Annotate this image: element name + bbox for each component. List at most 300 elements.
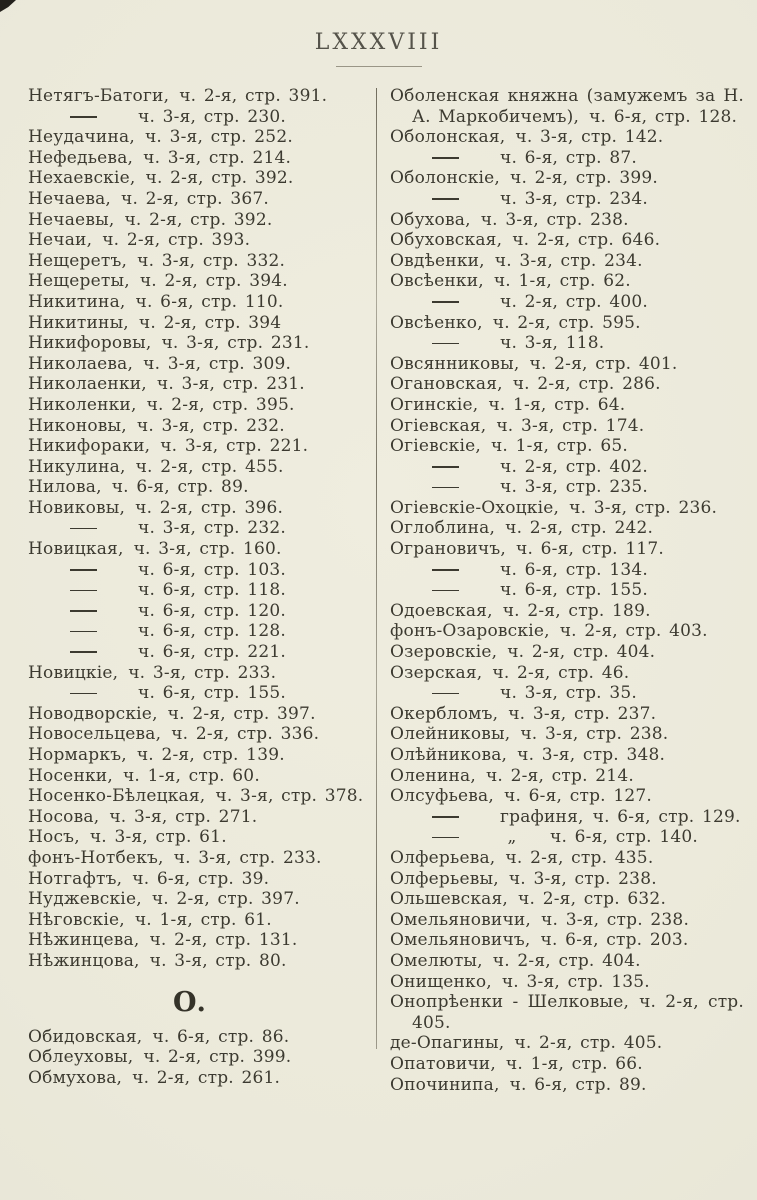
entry-surname: Новицкая, xyxy=(28,539,124,560)
entry-volume-page-reference: ч. 2-я, стр. 401. xyxy=(529,353,678,374)
ditto-dash-bar xyxy=(432,157,459,159)
entry-surname: Неудачина, xyxy=(28,127,135,148)
index-entry xyxy=(28,663,375,684)
entry-surname: Носенки, xyxy=(28,765,113,786)
entry-surname: Огинскіе, xyxy=(390,394,479,415)
entry-volume-page-reference: ч. 6-я, стр. 129. xyxy=(592,806,741,827)
index-entry xyxy=(390,786,744,807)
entry-volume-page-reference: ч. 3-я, стр. 238. xyxy=(480,209,629,230)
index-entry xyxy=(390,848,744,869)
entry-volume-page-reference: ч. 3-я, стр. 233. xyxy=(128,662,277,683)
entry-volume-page-reference: ч. 3-я, стр. 160. xyxy=(133,539,282,560)
entry-volume-page-reference: ч. 2-я, стр. 397. xyxy=(151,889,300,910)
scan-corner-artifact xyxy=(0,0,16,12)
entry-volume-page-reference: ч. 2-я, стр. 402. xyxy=(500,456,649,477)
entry-volume-page-reference: ч. 6-я, стр. 155. xyxy=(138,683,287,704)
entry-volume-page-reference: ч. 2-я, стр. 336. xyxy=(171,724,320,745)
entry-volume-page-reference: ч. 6-я, стр. 103. xyxy=(138,559,287,580)
index-entry xyxy=(390,127,744,148)
entry-surname: Онищенко, xyxy=(390,971,492,992)
entry-volume-page-reference: ч. 3-я, стр. 214. xyxy=(143,147,292,168)
entry-volume-page-reference: ч. 2-я, стр. 131. xyxy=(149,930,298,951)
index-entry xyxy=(390,951,744,972)
index-entry xyxy=(28,827,375,848)
entry-surname: Олейниковы, xyxy=(390,724,511,745)
entry-volume-page-reference: ч. 6-я, стр. 140. xyxy=(550,827,699,848)
entry-surname: Облеуховы, xyxy=(28,1047,134,1068)
entry-surname: Никитины, xyxy=(28,312,129,333)
ditto-dash xyxy=(390,807,500,828)
entry-surname: Нилова, xyxy=(28,477,102,498)
entry-surname: Нещеретъ, xyxy=(28,250,128,271)
entry-surname: де-Опагины, xyxy=(390,1033,505,1054)
entry-volume-page-reference: ч. 2-я, стр. 400. xyxy=(500,291,649,312)
entry-volume-page-reference: ч. 3-я, 118. xyxy=(500,333,605,354)
entry-surname: Ограновичъ, xyxy=(390,539,506,560)
entry-volume-page-reference: ч. 2-я, стр. 435. xyxy=(505,847,654,868)
entry-volume-page-reference: ч. 2-я, стр. 367. xyxy=(121,188,270,209)
index-entry xyxy=(390,704,744,725)
ditto-dash-bar xyxy=(432,816,459,818)
index-entry xyxy=(28,642,375,663)
entry-surname: Новицкіе, xyxy=(28,662,119,683)
page-number-roman: LXXXVIII xyxy=(314,30,443,55)
entry-volume-page-reference: ч. 6-я, стр. 128. xyxy=(138,621,287,642)
entry-surname: Оболонскіе, xyxy=(390,168,501,189)
index-entry xyxy=(390,498,744,519)
entry-surname: Обмухова, xyxy=(28,1067,123,1088)
entry-volume-page-reference: ч. 6-я, стр. 87. xyxy=(500,147,637,168)
entry-surname: Нотгафтъ, xyxy=(28,868,123,889)
index-entry xyxy=(28,518,375,539)
index-entry xyxy=(28,683,375,704)
entry-surname: Огіевскіе-Охоцкіе, xyxy=(390,497,560,518)
entry-volume-page-reference: ч. 3-я, стр. 231. xyxy=(156,374,305,395)
index-entry xyxy=(390,724,744,745)
entry-volume-page-reference: ч. 6-я, стр. 89. xyxy=(509,1074,647,1095)
ditto-dash xyxy=(28,642,138,663)
entry-volume-page-reference: ч. 6-я, стр. 110. xyxy=(135,291,284,312)
entry-surname: фонъ-Озаровскіе, xyxy=(390,621,550,642)
ditto-dash xyxy=(28,683,138,704)
index-entry xyxy=(390,354,744,375)
entry-surname: Огановская, xyxy=(390,374,503,395)
entry-volume-page-reference: ч. 6-я, стр. 120. xyxy=(138,600,287,621)
entry-surname: Онопрѣенки - Шелковые, xyxy=(390,992,630,1013)
entry-volume-page-reference: ч. 1-я, стр. 66. xyxy=(505,1053,643,1074)
index-entry xyxy=(390,642,744,663)
index-entry xyxy=(28,910,375,931)
index-entry xyxy=(390,683,744,704)
entry-volume-page-reference: ч. 6-я, стр. 203. xyxy=(540,930,689,951)
index-entry xyxy=(390,292,744,313)
entry-volume-page-reference: ч. 3-я, стр. 232. xyxy=(136,415,285,436)
entry-surname: Никитина, xyxy=(28,291,126,312)
index-entry xyxy=(28,1047,375,1068)
index-entry xyxy=(28,1027,375,1048)
index-entry xyxy=(28,148,375,169)
entry-volume-page-reference: ч. 2-я, стр. 393. xyxy=(102,230,251,251)
ditto-dash-bar xyxy=(70,569,97,571)
entry-surname: Олферьевы, xyxy=(390,868,499,889)
ditto-dash-bar xyxy=(70,116,97,118)
entry-surname: Омелюты, xyxy=(390,950,483,971)
entry-surname: Носова, xyxy=(28,806,100,827)
index-entry xyxy=(28,436,375,457)
ditto-dash-bar xyxy=(432,198,459,200)
index-entry xyxy=(28,230,375,251)
entry-surname: Новодворскіе, xyxy=(28,703,158,724)
entry-surname: Обуховская, xyxy=(390,230,503,251)
index-entry xyxy=(28,210,375,231)
entry-volume-page-reference: ч. 2-я, стр. 214. xyxy=(485,765,634,786)
entry-volume-page-reference: ч. 3-я, стр. 234. xyxy=(500,188,649,209)
index-entry xyxy=(390,313,744,334)
entry-volume-page-reference: ч. 2-я, стр. 405. xyxy=(412,992,744,1033)
entry-surname: Никифораки, xyxy=(28,436,151,457)
entry-volume-page-reference: ч. 6-я, стр. 155. xyxy=(500,580,649,601)
entry-volume-page-reference: ч. 1-я, стр. 64. xyxy=(488,394,626,415)
entry-surname: Оглоблина, xyxy=(390,518,496,539)
index-entry xyxy=(390,580,744,601)
index-entry xyxy=(390,1033,744,1054)
index-entry xyxy=(390,663,744,684)
entry-surname: Нечаевы, xyxy=(28,209,115,230)
index-entry xyxy=(390,518,744,539)
entry-volume-page-reference: ч. 2-я, стр. 394 xyxy=(138,312,282,333)
entry-surname: Овсянниковы, xyxy=(390,353,520,374)
ditto-dash xyxy=(28,560,138,581)
index-entry xyxy=(28,395,375,416)
entry-surname: Нечаева, xyxy=(28,188,112,209)
index-entry xyxy=(28,848,375,869)
index-entry xyxy=(390,745,744,766)
index-entry xyxy=(390,189,744,210)
entry-volume-page-reference: ч. 2-я, стр. 646. xyxy=(512,230,661,251)
entry-volume-page-reference: ч. 2-я, стр. 397. xyxy=(167,703,316,724)
index-entry xyxy=(28,333,375,354)
entry-volume-page-reference: ч. 2-я, стр. 242. xyxy=(505,518,654,539)
entry-surname: Новиковы, xyxy=(28,497,126,518)
entry-surname: Одоевская, xyxy=(390,600,493,621)
index-entry xyxy=(390,148,744,169)
ditto-dash xyxy=(390,457,500,478)
entry-volume-page-reference: ч. 1-я, стр. 61. xyxy=(134,909,272,930)
entry-volume-page-reference: ч. 3-я, стр. 238. xyxy=(541,909,690,930)
index-entry xyxy=(28,251,375,272)
entry-volume-page-reference: ч. 3-я, стр. 238. xyxy=(508,868,657,889)
entry-surname: Нѣжинцева, xyxy=(28,930,140,951)
index-entry xyxy=(28,930,375,951)
ditto-dash-bar xyxy=(70,590,97,592)
entry-volume-page-reference: ч. 2-я, стр. 455. xyxy=(135,456,284,477)
entry-volume-page-reference: ч. 2-я, стр. 392. xyxy=(145,168,294,189)
index-entry xyxy=(28,745,375,766)
index-entry xyxy=(390,271,744,292)
entry-surname: Омельяновичъ, xyxy=(390,930,531,951)
entry-surname: Огіевская, xyxy=(390,415,487,436)
entry-surname: Никоновы, xyxy=(28,415,127,436)
entry-volume-page-reference: ч. 2-я, стр. 189. xyxy=(502,600,651,621)
ditto-dash-bar xyxy=(432,837,459,839)
ditto-dash xyxy=(390,292,500,313)
entry-surname: Никифоровы, xyxy=(28,333,152,354)
index-entry xyxy=(28,457,375,478)
index-entry xyxy=(390,869,744,890)
entry-volume-page-reference: ч. 6-я, стр. 86. xyxy=(152,1026,290,1047)
index-entry xyxy=(390,560,744,581)
index-entry xyxy=(28,271,375,292)
entry-volume-page-reference: ч. 2-я, стр. 286. xyxy=(512,374,661,395)
index-column-left xyxy=(28,86,375,1088)
ditto-dash-bar xyxy=(70,651,97,653)
index-entry xyxy=(390,251,744,272)
ditto-dash-bar xyxy=(70,631,97,633)
index-entry xyxy=(28,580,375,601)
entry-surname: Обидовская, xyxy=(28,1026,143,1047)
entry-surname: Николенки, xyxy=(28,394,137,415)
ditto-dash-bar xyxy=(432,343,459,345)
section-letter-heading: О. xyxy=(173,986,206,1018)
index-entry xyxy=(28,313,375,334)
ditto-dash xyxy=(390,333,500,354)
entry-volume-page-reference: ч. 6-я, стр. 128. xyxy=(589,106,738,127)
ditto-dash-bar xyxy=(70,610,97,612)
ditto-dash-bar xyxy=(70,528,97,530)
entry-volume-page-reference: ч. 2-я, стр. 391. xyxy=(179,86,328,106)
entry-surname: Омельяновичи, xyxy=(390,909,532,930)
entry-surname: Олѣйникова, xyxy=(390,745,508,765)
index-entry xyxy=(28,1068,375,1089)
index-entry xyxy=(390,333,744,354)
entry-volume-page-reference: ч. 6-я, стр. 221. xyxy=(138,642,287,663)
entry-surname: Оленина, xyxy=(390,765,476,786)
index-columns xyxy=(28,86,744,1095)
entry-surname: Нетягъ-Батоги, xyxy=(28,86,170,106)
entry-volume-page-reference: ч. 2-я, стр. 395. xyxy=(146,394,295,415)
entry-volume-page-reference: ч. 2-я, стр. 404. xyxy=(492,950,641,971)
index-entry xyxy=(28,724,375,745)
index-entry xyxy=(28,786,375,807)
entry-volume-page-reference: ч. 1-я, стр. 60. xyxy=(122,765,260,786)
entry-volume-page-reference: ч. 2-я, стр. 595. xyxy=(492,312,641,333)
ditto-dash xyxy=(28,580,138,601)
index-entry xyxy=(390,766,744,787)
index-entry xyxy=(28,86,375,107)
entry-surname: Нефедьева, xyxy=(28,147,134,168)
index-entry xyxy=(28,601,375,622)
entry-volume-page-reference: ч. 6-я, стр. 127. xyxy=(504,786,653,807)
entry-volume-page-reference: ч. 3-я, стр. 234. xyxy=(494,250,643,271)
ditto-dash-bar xyxy=(432,466,459,468)
index-entry xyxy=(390,1075,744,1096)
ditto-dash xyxy=(390,189,500,210)
index-entry xyxy=(390,86,744,127)
index-entry xyxy=(390,972,744,993)
entry-volume-page-reference: ч. 6-я, стр. 134. xyxy=(500,559,649,580)
entry-volume-page-reference: ч. 3-я, стр. 378. xyxy=(215,786,364,807)
entry-surname: Озерская, xyxy=(390,662,483,683)
entry-volume-page-reference: ч. 3-я, стр. 35. xyxy=(500,683,637,704)
ditto-dash xyxy=(28,107,138,128)
entry-volume-page-reference: ч. 3-я, стр. 135. xyxy=(501,971,650,992)
entry-volume-page-reference: ч. 2-я, стр. 139. xyxy=(136,745,285,765)
ditto-dash-bar xyxy=(432,590,459,592)
entry-volume-page-reference: ч. 1-я, стр. 62. xyxy=(493,271,631,292)
ditto-dash xyxy=(28,621,138,642)
entry-volume-page-reference: ч. 3-я, стр. 332. xyxy=(137,250,286,271)
entry-volume-page-reference: ч. 2-я, стр. 403. xyxy=(559,621,708,642)
index-entry xyxy=(28,621,375,642)
entry-volume-page-reference: ч. 3-я, стр. 231. xyxy=(161,333,310,354)
entry-surname: Овдѣенки, xyxy=(390,250,485,271)
entry-volume-page-reference: ч. 3-я, стр. 233. xyxy=(173,847,322,868)
index-entry xyxy=(28,416,375,437)
entry-surname: Опочинипа, xyxy=(390,1074,500,1095)
entry-volume-page-reference: ч. 3-я, стр. 174. xyxy=(496,415,645,436)
entry-surname: Олсуфьева, xyxy=(390,786,494,807)
ditto-dash xyxy=(28,601,138,622)
ditto-dash-bar xyxy=(432,693,459,695)
entry-volume-page-reference: ч. 2-я, стр. 394. xyxy=(139,271,288,292)
index-entry xyxy=(28,189,375,210)
entry-volume-page-reference: ч. 2-я, стр. 396. xyxy=(135,497,284,518)
entry-surname: Носенко-Бѣлецкая, xyxy=(28,786,206,807)
entry-volume-page-reference: ч. 3-я, стр. 309. xyxy=(143,353,292,374)
index-entry xyxy=(390,374,744,395)
index-entry xyxy=(28,951,375,972)
index-entry xyxy=(390,230,744,251)
entry-surname: Огіевскіе, xyxy=(390,436,481,457)
entry-surname: Николаенки, xyxy=(28,374,147,395)
entry-surname: Оболонская, xyxy=(390,127,506,148)
index-entry xyxy=(390,807,744,828)
ditto-dash-bar xyxy=(432,569,459,571)
entry-surname: Нѣжинцова, xyxy=(28,950,140,971)
entry-volume-page-reference: ч. 3-я, стр. 230. xyxy=(138,106,287,127)
index-entry xyxy=(390,539,744,560)
entry-volume-page-reference: ч. 2-я, стр. 46. xyxy=(492,662,630,683)
index-entry xyxy=(390,930,744,951)
index-entry xyxy=(28,807,375,828)
entry-surname: Овсѣенки, xyxy=(390,271,484,292)
index-entry xyxy=(28,560,375,581)
index-entry xyxy=(28,292,375,313)
index-entry xyxy=(28,477,375,498)
index-entry xyxy=(28,869,375,890)
entry-surname: Николаева, xyxy=(28,353,134,374)
ditto-quote-mark: „ xyxy=(507,827,517,848)
index-entry xyxy=(390,395,744,416)
entry-surname: Окербломъ, xyxy=(390,703,499,724)
index-entry xyxy=(28,766,375,787)
entry-surname: Нещереты, xyxy=(28,271,130,292)
index-entry xyxy=(28,704,375,725)
entry-surname: Нормаркъ, xyxy=(28,745,127,765)
column-divider-rule xyxy=(376,88,377,1049)
index-entry xyxy=(390,992,744,1033)
entry-volume-page-reference: ч. 3-я, стр. 235. xyxy=(500,477,649,498)
entry-volume-page-reference: ч. 3-я, стр. 252. xyxy=(144,127,293,148)
entry-surname: Нуджевскіе, xyxy=(28,889,142,910)
ditto-dash-bar xyxy=(432,487,459,489)
ditto-dash-bar xyxy=(70,693,97,695)
index-entry xyxy=(390,910,744,931)
entry-surname: Опатовичи, xyxy=(390,1053,496,1074)
entry-volume-page-reference: ч. 6-я, стр. 89. xyxy=(111,477,249,498)
entry-surname: Олферьева, xyxy=(390,847,496,868)
index-entry xyxy=(28,168,375,189)
entry-surname: фонъ-Нотбекъ, xyxy=(28,847,164,868)
index-column-right xyxy=(378,86,744,1095)
ditto-dash xyxy=(390,477,500,498)
index-entry xyxy=(390,477,744,498)
entry-surname: Озеровскіе, xyxy=(390,642,498,663)
entry-volume-page-reference: ч. 3-я, стр. 238. xyxy=(520,724,669,745)
ditto-dash xyxy=(390,148,500,169)
entry-volume-page-reference: ч. 3-я, стр. 142. xyxy=(515,127,664,148)
index-entry xyxy=(28,539,375,560)
entry-volume-page-reference: ч. 2-я, стр. 632. xyxy=(518,889,667,910)
index-entry xyxy=(390,210,744,231)
entry-volume-page-reference: ч. 2-я, стр. 399. xyxy=(510,168,659,189)
entry-volume-page-reference: ч. 3-я, стр. 221. xyxy=(160,436,309,457)
entry-surname: Носъ, xyxy=(28,827,80,848)
entry-surname: Ольшевская, xyxy=(390,889,509,910)
entry-volume-page-reference: ч. 3-я, стр. 61. xyxy=(89,827,227,848)
index-entry xyxy=(390,889,744,910)
entry-surname: Никулина, xyxy=(28,456,126,477)
index-entry xyxy=(390,436,744,457)
entry-surname: Новосельцева, xyxy=(28,724,162,745)
entry-surname: Нехаевскіе, xyxy=(28,168,136,189)
header-underline-rule xyxy=(336,66,422,67)
entry-volume-page-reference: ч. 1-я, стр. 65. xyxy=(490,436,628,457)
ditto-dash-bar xyxy=(432,301,459,303)
entry-volume-page-reference: ч. 6-я, стр. 118. xyxy=(138,580,287,601)
index-entry xyxy=(28,354,375,375)
entry-volume-page-reference: ч. 2-я, стр. 404. xyxy=(507,642,656,663)
entry-volume-page-reference: ч. 3-я, стр. 80. xyxy=(149,950,287,971)
index-entry xyxy=(390,1054,744,1075)
entry-volume-page-reference: ч. 2-я, стр. 405. xyxy=(514,1033,663,1054)
index-entry xyxy=(390,827,744,848)
entry-volume-page-reference: ч. 2-я, стр. 399. xyxy=(143,1047,292,1068)
entry-volume-page-reference: ч. 3-я, стр. 232. xyxy=(138,518,287,539)
index-entry xyxy=(390,601,744,622)
ditto-dash xyxy=(390,827,500,848)
entry-volume-page-reference: ч. 2-я, стр. 392. xyxy=(124,209,273,230)
entry-volume-page-reference: ч. 3-я, стр. 236. xyxy=(569,497,718,518)
entry-surname: Нечаи, xyxy=(28,230,93,251)
entry-volume-page-reference: ч. 3-я, стр. 237. xyxy=(508,703,657,724)
entry-volume-page-reference: ч. 2-я, стр. 261. xyxy=(132,1067,281,1088)
entry-volume-page-reference: ч. 3-я, стр. 348. xyxy=(517,745,666,765)
entry-volume-page-reference: ч. 3-я, стр. 271. xyxy=(109,806,258,827)
index-entry xyxy=(390,416,744,437)
ditto-dash xyxy=(28,518,138,539)
entry-volume-page-reference: ч. 6-я, стр. 39. xyxy=(132,868,270,889)
entry-surname: Оболенская княжна (замужемъ за Н. А. Маркобичемъ), xyxy=(390,86,744,127)
entry-title-word: графиня, xyxy=(500,806,584,827)
index-entry xyxy=(390,457,744,478)
index-entry xyxy=(28,498,375,519)
ditto-dash xyxy=(390,683,500,704)
entry-surname: Нѣговскіе, xyxy=(28,909,125,930)
entry-volume-page-reference: ч. 6-я, стр. 117. xyxy=(516,539,665,560)
index-entry xyxy=(390,168,744,189)
entry-surname: Обухова, xyxy=(390,209,471,230)
